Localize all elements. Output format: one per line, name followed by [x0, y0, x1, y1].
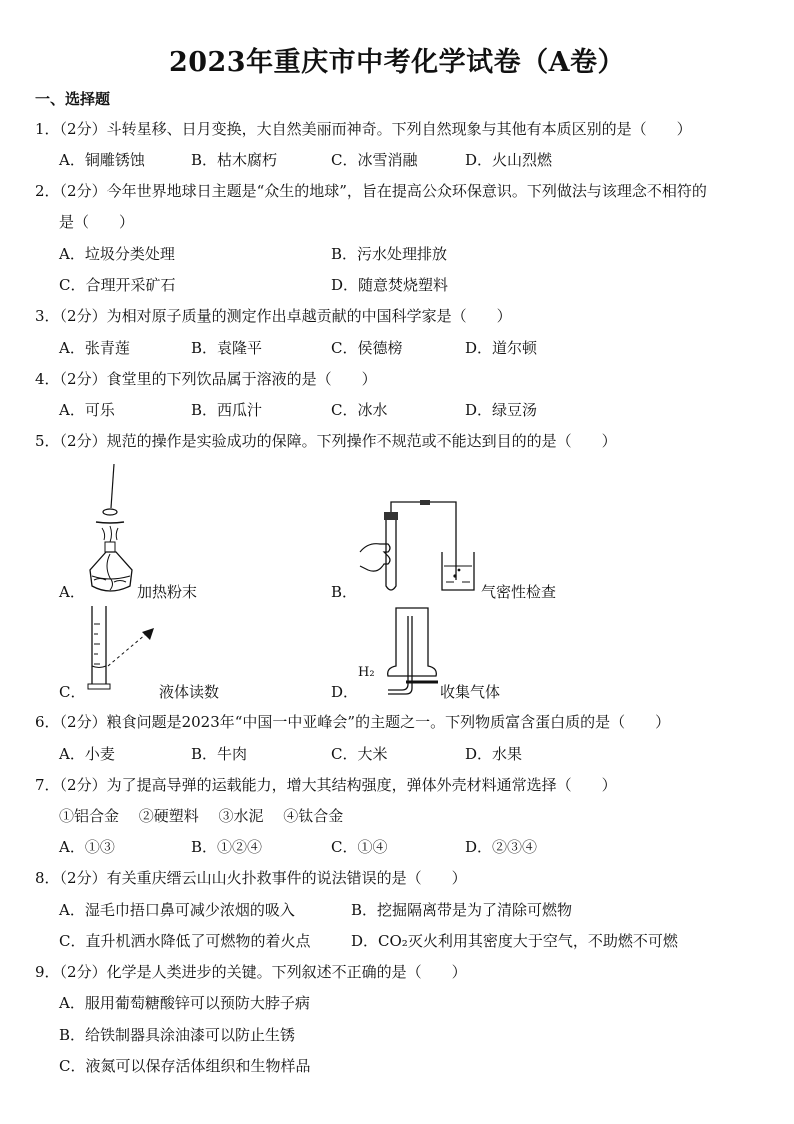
question-8-stem: 8．（2分）有关重庆缙云山山火扑救事件的说法错误的是（ ）	[35, 869, 467, 887]
q2-option-b[interactable]: B．污水处理排放	[331, 245, 448, 263]
airtightness-figure	[358, 500, 484, 600]
q7-materials: ①铝合金 ②硬塑料 ③水泥 ④钛合金	[59, 807, 344, 825]
q7-option-b[interactable]: B．①②④	[191, 838, 263, 856]
q2-option-d[interactable]: D．随意焚烧塑料	[331, 276, 449, 294]
q7-option-c[interactable]: C．①④	[331, 838, 388, 856]
q1-option-b[interactable]: B．枯木腐朽	[191, 151, 278, 169]
q6-option-b[interactable]: B．牛肉	[191, 745, 248, 763]
q8-option-a[interactable]: A．湿毛巾捂口鼻可减少浓烟的吸入	[59, 901, 295, 919]
q7-option-d[interactable]: D．②③④	[465, 838, 538, 856]
question-5-stem: 5．（2分）规范的操作是实验成功的保障。下列操作不规范或不能达到目的的是（ ）	[35, 432, 617, 450]
hydrogen-label: H₂	[358, 665, 375, 680]
q6-option-c[interactable]: C．大米	[331, 745, 388, 763]
question-4-stem: 4．（2分）食堂里的下列饮品属于溶液的是（ ）	[35, 370, 377, 388]
q1-option-d[interactable]: D．火山烈燃	[465, 151, 553, 169]
q1-option-a[interactable]: A．铜雕锈蚀	[59, 151, 145, 169]
q6-option-a[interactable]: A．小麦	[59, 745, 115, 763]
question-6-stem: 6．（2分）粮食问题是2023年“中国一中亚峰会”的主题之一。下列物质富含蛋白质的是（ ）	[35, 713, 671, 731]
exam-title: 2023年重庆市中考化学试卷（A卷）	[168, 47, 626, 78]
q4-option-a[interactable]: A．可乐	[59, 401, 115, 419]
gas-collection-figure	[384, 606, 440, 698]
q3-option-a[interactable]: A．张青莲	[59, 339, 130, 357]
q4-option-b[interactable]: B．西瓜汁	[191, 401, 263, 419]
liquid-reading-figure	[84, 604, 164, 694]
question-9-stem: 9．（2分）化学是人类进步的关键。下列叙述不正确的是（ ）	[35, 963, 467, 981]
q5-option-a[interactable]: A．	[59, 583, 85, 601]
q3-option-b[interactable]: B．袁隆平	[191, 339, 263, 357]
q5-option-b[interactable]: B．	[331, 583, 358, 601]
question-7-stem: 7．（2分）为了提高导弹的运载能力，增大其结构强度，弹体外壳材料通常选择（ ）	[35, 776, 617, 794]
q2-option-c[interactable]: C．合理开采矿石	[59, 276, 176, 294]
q9-option-b[interactable]: B．给铁制器具涂油漆可以防止生锈	[59, 1026, 296, 1044]
q8-option-c[interactable]: C．直升机洒水降低了可燃物的着火点	[59, 932, 311, 950]
caption-c: 液体读数	[159, 683, 220, 701]
q3-option-c[interactable]: C．侯德榜	[331, 339, 403, 357]
question-2-stem: 2．（2分）今年世界地球日主题是“众生的地球”，旨在提高公众环保意识。下列做法与该理念不相符的	[35, 182, 707, 200]
q8-option-d[interactable]: D．CO₂灭火利用其密度大于空气，不助燃不可燃	[351, 932, 678, 950]
q2-option-a[interactable]: A．垃圾分类处理	[59, 245, 175, 263]
q5-option-c[interactable]: C．	[59, 683, 86, 701]
question-2-stem-cont: 是（ ）	[59, 213, 135, 231]
heating-powder-figure	[82, 462, 142, 600]
q6-option-d[interactable]: D．水果	[465, 745, 523, 763]
q8-option-b[interactable]: B．挖掘隔离带是为了清除可燃物	[351, 901, 573, 919]
q4-option-c[interactable]: C．冰水	[331, 401, 388, 419]
caption-a: 加热粉末	[137, 583, 198, 601]
q5-option-d[interactable]: D．	[331, 683, 359, 701]
q1-option-c[interactable]: C．冰雪消融	[331, 151, 418, 169]
q9-option-c[interactable]: C．液氮可以保存活体组织和生物样品	[59, 1057, 311, 1075]
caption-d: 收集气体	[440, 683, 501, 701]
q7-option-a[interactable]: A．①③	[59, 838, 115, 856]
question-3-stem: 3．（2分）为相对原子质量的测定作出卓越贡献的中国科学家是（ ）	[35, 307, 512, 325]
caption-b: 气密性检查	[481, 583, 557, 601]
q9-option-a[interactable]: A．服用葡萄糖酸锌可以预防大脖子病	[59, 994, 310, 1012]
q3-option-d[interactable]: D．道尔顿	[465, 339, 538, 357]
q4-option-d[interactable]: D．绿豆汤	[465, 401, 538, 419]
question-1-stem: 1．（2分）斗转星移、日月变换，大自然美丽而神奇。下列自然现象与其他有本质区别的是（ ）	[35, 120, 692, 138]
section-heading: 一、选择题	[35, 90, 111, 108]
